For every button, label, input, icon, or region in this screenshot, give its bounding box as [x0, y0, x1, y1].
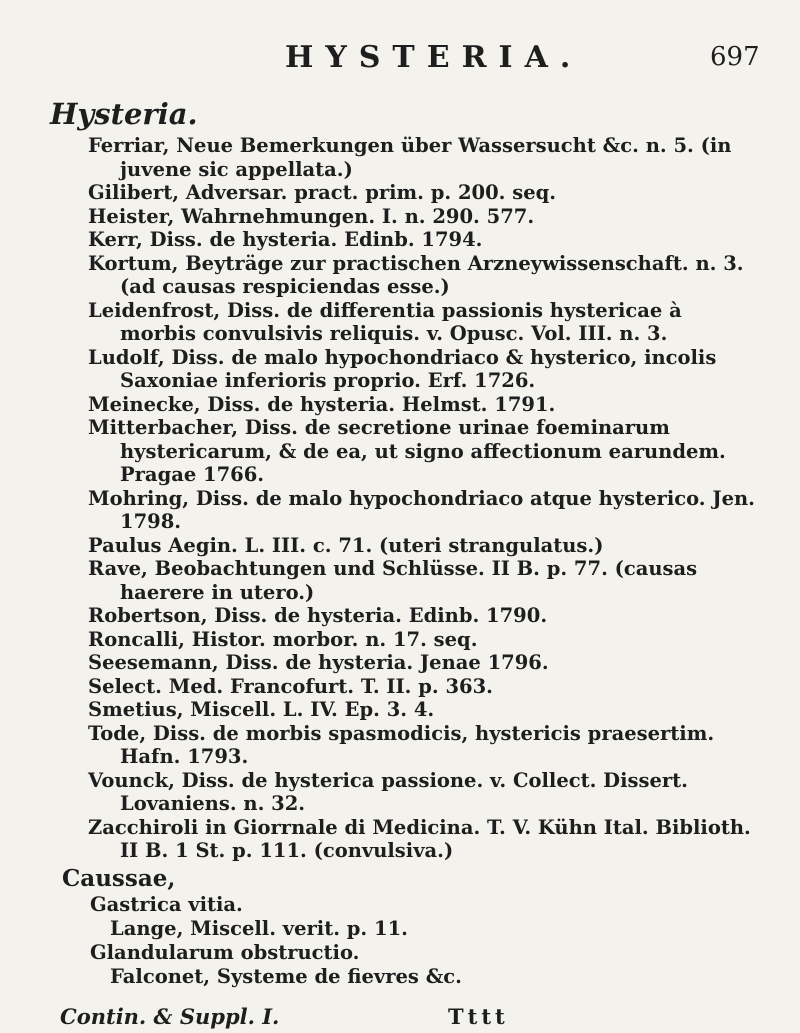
bibliography-entry: Zacchiroli in Giorrnale di Medicina. T. V. Kühn Ital. Biblioth. II B. 1 St. p. 111. (convulsiva.)	[88, 815, 751, 862]
sub-topic-title: Gastrica vitia.	[90, 892, 243, 916]
bibliography-entry: Smetius, Miscell. L. IV. Ep. 3. 4.	[88, 698, 435, 721]
printer-signature: Tttt	[448, 1004, 509, 1029]
bibliography-entry: Kerr, Diss. de hysteria. Edinb. 1794.	[88, 228, 483, 251]
bibliography-entry: Select. Med. Francofurt. T. II. p. 363.	[88, 674, 493, 698]
sub-topic-title: Glandularum obstructio.	[90, 940, 360, 964]
page-header	[0, 40, 800, 80]
bibliography-entry: Vounck, Diss. de hysterica passione. v. Collect. Dissert. Lovaniens. n. 32.	[88, 768, 688, 815]
bibliography-entry: Rave, Beobachtungen und Schlüsse. II B. p. 77. (causas haerere in utero.)	[88, 557, 698, 604]
bibliography-list	[0, 134, 800, 989]
section-heading: Hysteria.	[50, 97, 198, 131]
sub-topic-author: Lange, Miscell. verit. p. 11.	[110, 916, 408, 940]
sub-section-heading: Caussae,	[62, 864, 176, 892]
bibliography-entry: Meinecke, Diss. de hysteria. Helmst. 1791.	[88, 392, 556, 416]
page-number: 697	[710, 42, 760, 72]
bibliography-entry: Seesemann, Diss. de hysteria. Jenae 1796.	[88, 651, 549, 674]
page-footer	[0, 1004, 800, 1032]
bibliography-entry: Ludolf, Diss. de malo hypochondriaco & hysterico, incolis Saxoniae inferioris proprio. Erf. 1726.	[88, 345, 717, 392]
bibliography-entry: Kortum, Beyträge zur practischen Arzneywissenschaft. n. 3. (ad causas respiciendas esse.)	[88, 251, 744, 298]
bibliography-entry: Mitterbacher, Diss. de secretione urinae foeminarum hystericarum, & de ea, ut signo affectionum earundem. Pragae 1766.	[88, 416, 726, 486]
bibliography-entry: Heister, Wahrnehmungen. I. n. 290. 577.	[88, 204, 535, 228]
bibliography-entry: Robertson, Diss. de hysteria. Edinb. 1790.	[88, 604, 548, 627]
bibliography-entry: Ferriar, Neue Bemerkungen über Wassersucht &c. n. 5. (in juvene sic appellata.)	[88, 134, 732, 181]
sub-topic-author: Falconet, Systeme de fievres &c.	[110, 964, 462, 988]
bibliography-entry: Roncalli, Histor. morbor. n. 17. seq.	[88, 627, 478, 651]
bibliography-entry: Leidenfrost, Diss. de differentia passionis hystericae à morbis convulsivis reliquis. v. Opusc. Vol. III. n. 3.	[88, 298, 682, 345]
running-title: HYSTERIA.	[285, 40, 583, 75]
footer-catchline: Contin. & Suppl. I.	[60, 1004, 280, 1029]
bibliography-entry: Mohring, Diss. de malo hypochondriaco atque hysterico. Jen. 1798.	[88, 486, 755, 533]
bibliography-entry: Paulus Aegin. L. III. c. 71. (uteri strangulatus.)	[88, 533, 604, 557]
bibliography-entry: Tode, Diss. de morbis spasmodicis, hystericis praesertim. Hafn. 1793.	[88, 721, 715, 768]
bibliography-entry: Gilibert, Adversar. pract. prim. p. 200. seq.	[88, 181, 557, 204]
